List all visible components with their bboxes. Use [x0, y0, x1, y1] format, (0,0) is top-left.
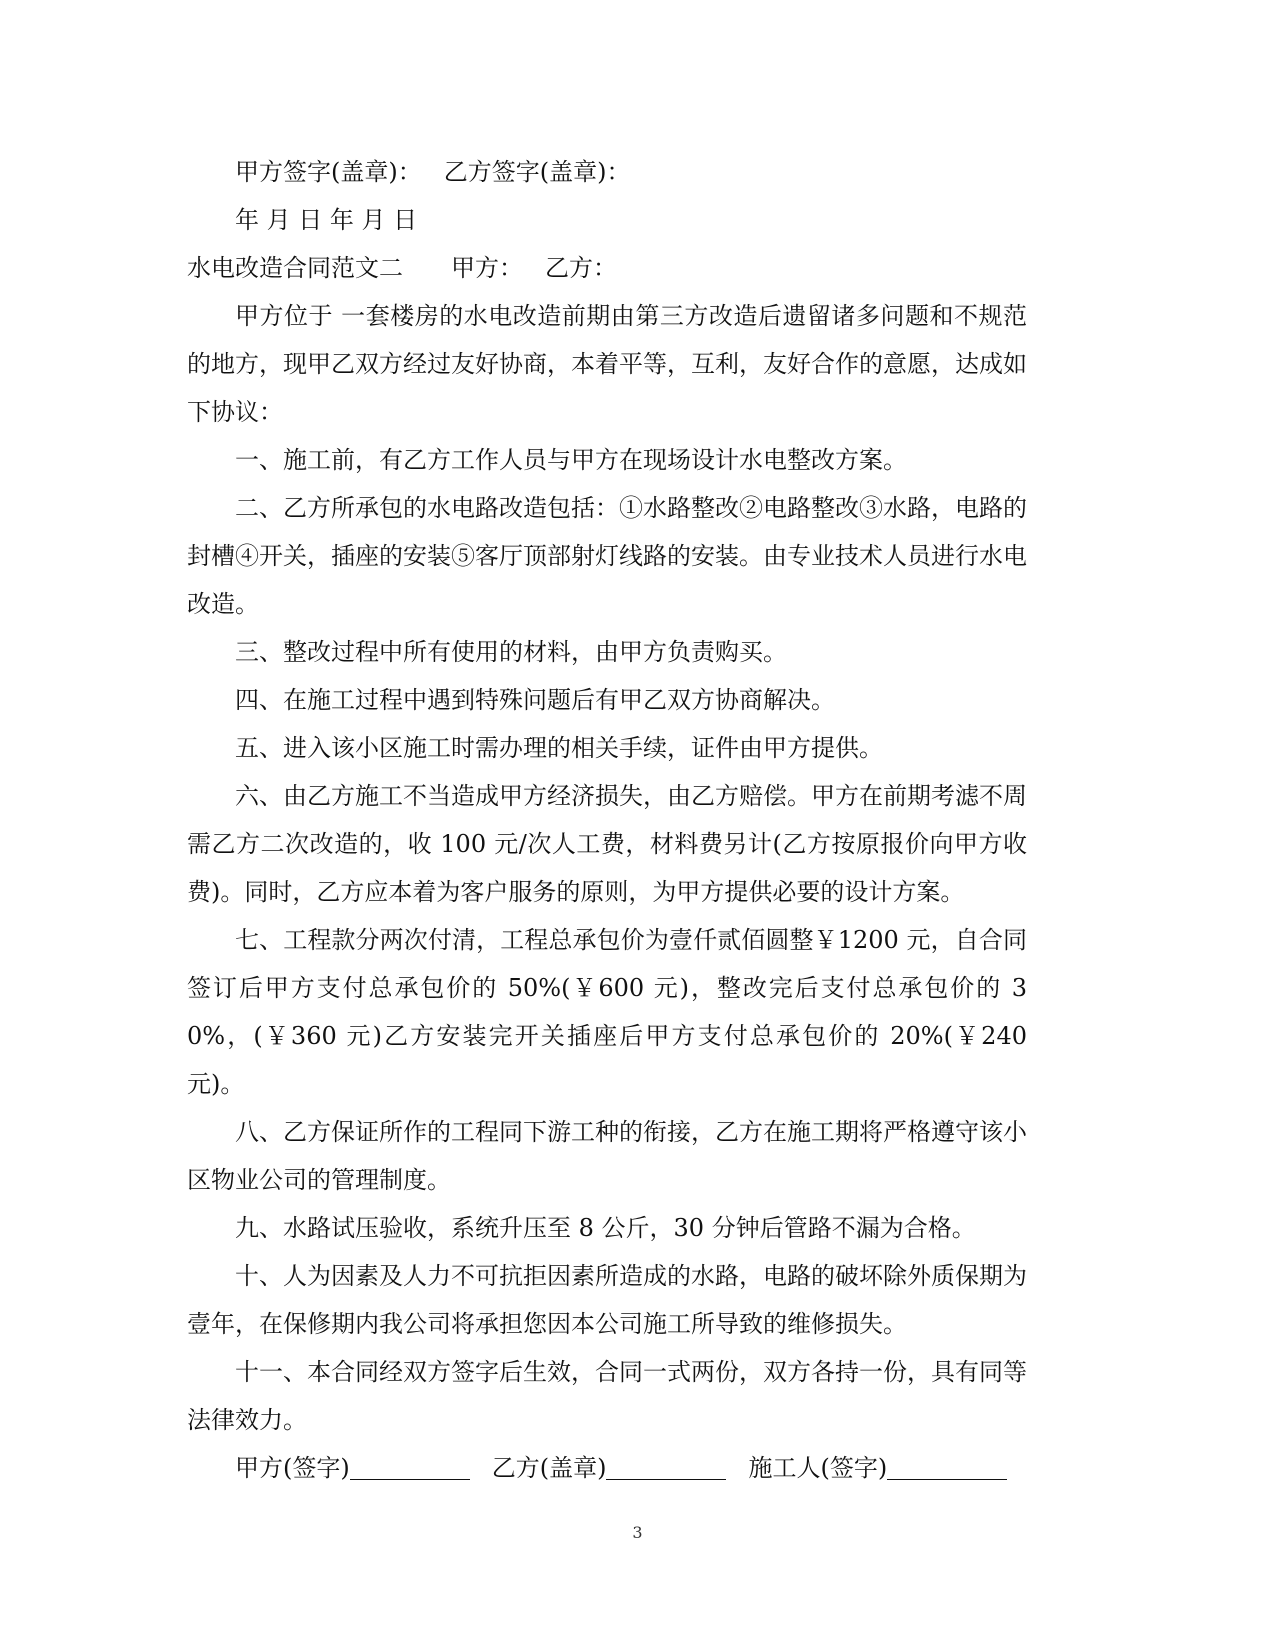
section-title: 水电改造合同范文二: [187, 254, 403, 282]
heading-party-b: 乙方：: [545, 254, 617, 282]
heading-party-a: 甲方：: [451, 254, 523, 282]
signature-line-top: [187, 148, 1027, 196]
page-number: 3: [632, 1523, 643, 1542]
clause-8: 八、乙方保证所作的工程同下游工种的衔接，乙方在施工期将严格遵守该小区物业公司的管理制度。: [187, 1118, 1027, 1194]
clause-6: 六、由乙方施工不当造成甲方经济损失，由乙方赔偿。甲方在前期考滤不周需乙方二次改造的，收 100 元/次人工费，材料费另计(乙方按原报价向甲方收费)。同时，乙方应本着为客户服务的原则，为甲方提供必要的设计方案。: [187, 782, 1027, 906]
party-b-signature-label: 乙方签字(盖章)：: [443, 158, 631, 186]
clause-4: 四、在施工过程中遇到特殊问题后有甲乙双方协商解决。: [235, 686, 835, 714]
signature-line-bottom: [187, 1444, 1027, 1492]
clause-9: 九、水路试压验收，系统升压至 8 公斤，30 分钟后管路不漏为合格。: [235, 1214, 976, 1242]
clause-3: 三、整改过程中所有使用的材料，由甲方负责购买。: [235, 638, 787, 666]
clause-10: 十、人为因素及人力不可抗拒因素所造成的水路，电路的破坏除外质保期为壹年，在保修期内我公司将承担您因本公司施工所导致的维修损失。: [187, 1262, 1027, 1338]
clause-11: 十一、本合同经双方签字后生效，合同一式两份，双方各持一份，具有同等法律效力。: [187, 1358, 1027, 1434]
worker-sign-label: 施工人(签字): [748, 1454, 888, 1482]
party-a-signature-label: 甲方签字(盖章)：: [235, 158, 422, 186]
clause-2: 二、乙方所承包的水电路改造包括：①水路整改②电路整改③水路，电路的封槽④开关，插座的安装⑤客厅顶部射灯线路的安装。由专业技术人员进行水电改造。: [187, 494, 1027, 618]
party-a-sign-blank: [350, 1455, 470, 1480]
worker-sign-blank: [887, 1455, 1007, 1480]
party-a-sign-label: 甲方(签字): [235, 1454, 350, 1482]
clause-7: 七、工程款分两次付清，工程总承包价为壹仟贰佰圆整￥1200 元，自合同签订后甲方支付总承包价的 50%(￥600 元)，整改完后支付总承包价的 30%，(￥360 元)乙方安装完开关插座后甲方支付总承包价的 20%(￥240 元)。: [187, 926, 1027, 1098]
party-b-seal-label: 乙方(盖章): [491, 1454, 607, 1482]
clause-1: 一、施工前，有乙方工作人员与甲方在现场设计水电整改方案。: [235, 446, 907, 474]
section-heading: [187, 244, 1027, 292]
paragraph-intro: 甲方位于 一套楼房的水电改造前期由第三方改造后遗留诸多问题和不规范的地方，现甲乙双方经过友好协商，本着平等，互利，友好合作的意愿，达成如下协议：: [187, 302, 1027, 426]
clause-5: 五、进入该小区施工时需办理的相关手续，证件由甲方提供。: [235, 734, 883, 762]
party-b-seal-blank: [606, 1455, 726, 1480]
document-body: [187, 148, 1027, 1492]
date-line: 年 月 日 年 月 日: [235, 206, 418, 234]
